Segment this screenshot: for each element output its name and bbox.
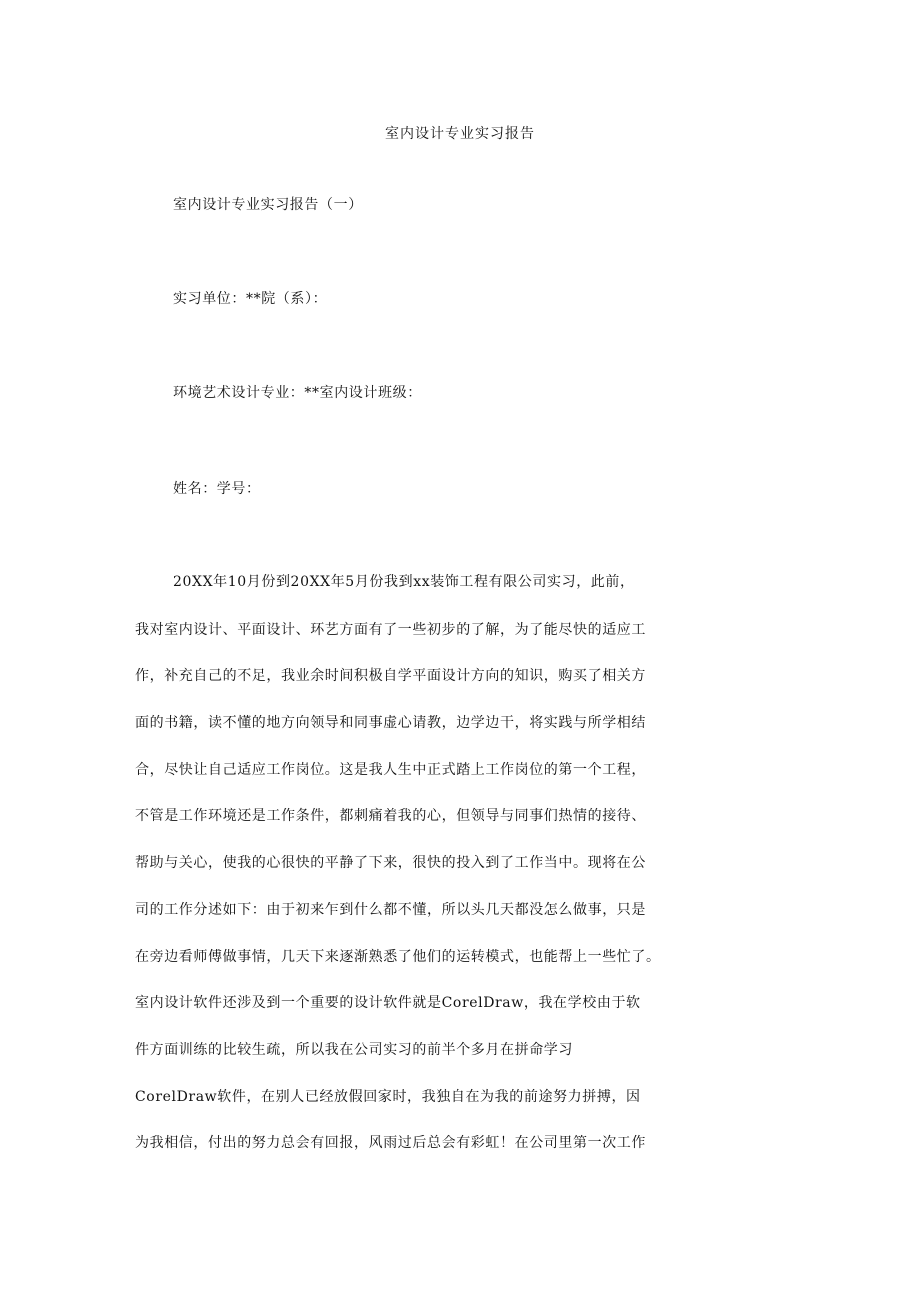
paragraph-line: 20XX年10月份到20XX年5月份我到xx装饰工程有限公司实习，此前， [173, 574, 635, 590]
field-name-student-id: 姓名：学号： [173, 481, 261, 497]
paragraph-line: 合，尽快让自己适应工作岗位。这是我人生中正式踏上工作岗位的第一个工程， [135, 762, 646, 778]
paragraph-line: 作，补充自己的不足，我业余时间积极自学平面设计方向的知识，购买了相关方 [135, 668, 646, 684]
paragraph-line: 室内设计软件还涉及到一个重要的设计软件就是CorelDraw，我在学校由于软 [135, 995, 641, 1011]
paragraph-line: 帮助与关心，使我的心很快的平静了下来，很快的投入到了工作当中。现将在公 [135, 855, 646, 871]
paragraph-line: 司的工作分述如下：由于初来乍到什么都不懂，所以头几天都没怎么做事，只是 [135, 902, 646, 918]
field-internship-unit: 实习单位：**院（系）： [173, 291, 328, 307]
paragraph-line: 不管是工作环境还是工作条件，都刺痛着我的心，但领导与同事们热情的接待、 [135, 808, 646, 824]
paragraph-line: 在旁边看师傅做事情，几天下来逐渐熟悉了他们的运转模式，也能帮上一些忙了。 [135, 949, 661, 965]
report-subtitle: 室内设计专业实习报告（一） [173, 197, 363, 213]
paragraph-line: CorelDraw软件，在别人已经放假回家时，我独自在为我的前途努力拼搏，因 [135, 1089, 641, 1105]
paragraph-line: 为我相信，付出的努力总会有回报，风雨过后总会有彩虹！在公司里第一次工作 [135, 1135, 646, 1151]
paragraph-line: 面的书籍，读不懂的地方向领导和同事虚心请教，边学边干，将实践与所学相结 [135, 715, 646, 731]
field-major-class: 环境艺术设计专业：**室内设计班级： [173, 385, 422, 401]
document-title: 室内设计专业实习报告 [385, 126, 535, 142]
paragraph-line: 我对室内设计、平面设计、环艺方面有了一些初步的了解，为了能尽快的适应工 [135, 622, 646, 638]
paragraph-line: 件方面训练的比较生疏，所以我在公司实习的前半个多月在拼命学习 [135, 1042, 573, 1058]
